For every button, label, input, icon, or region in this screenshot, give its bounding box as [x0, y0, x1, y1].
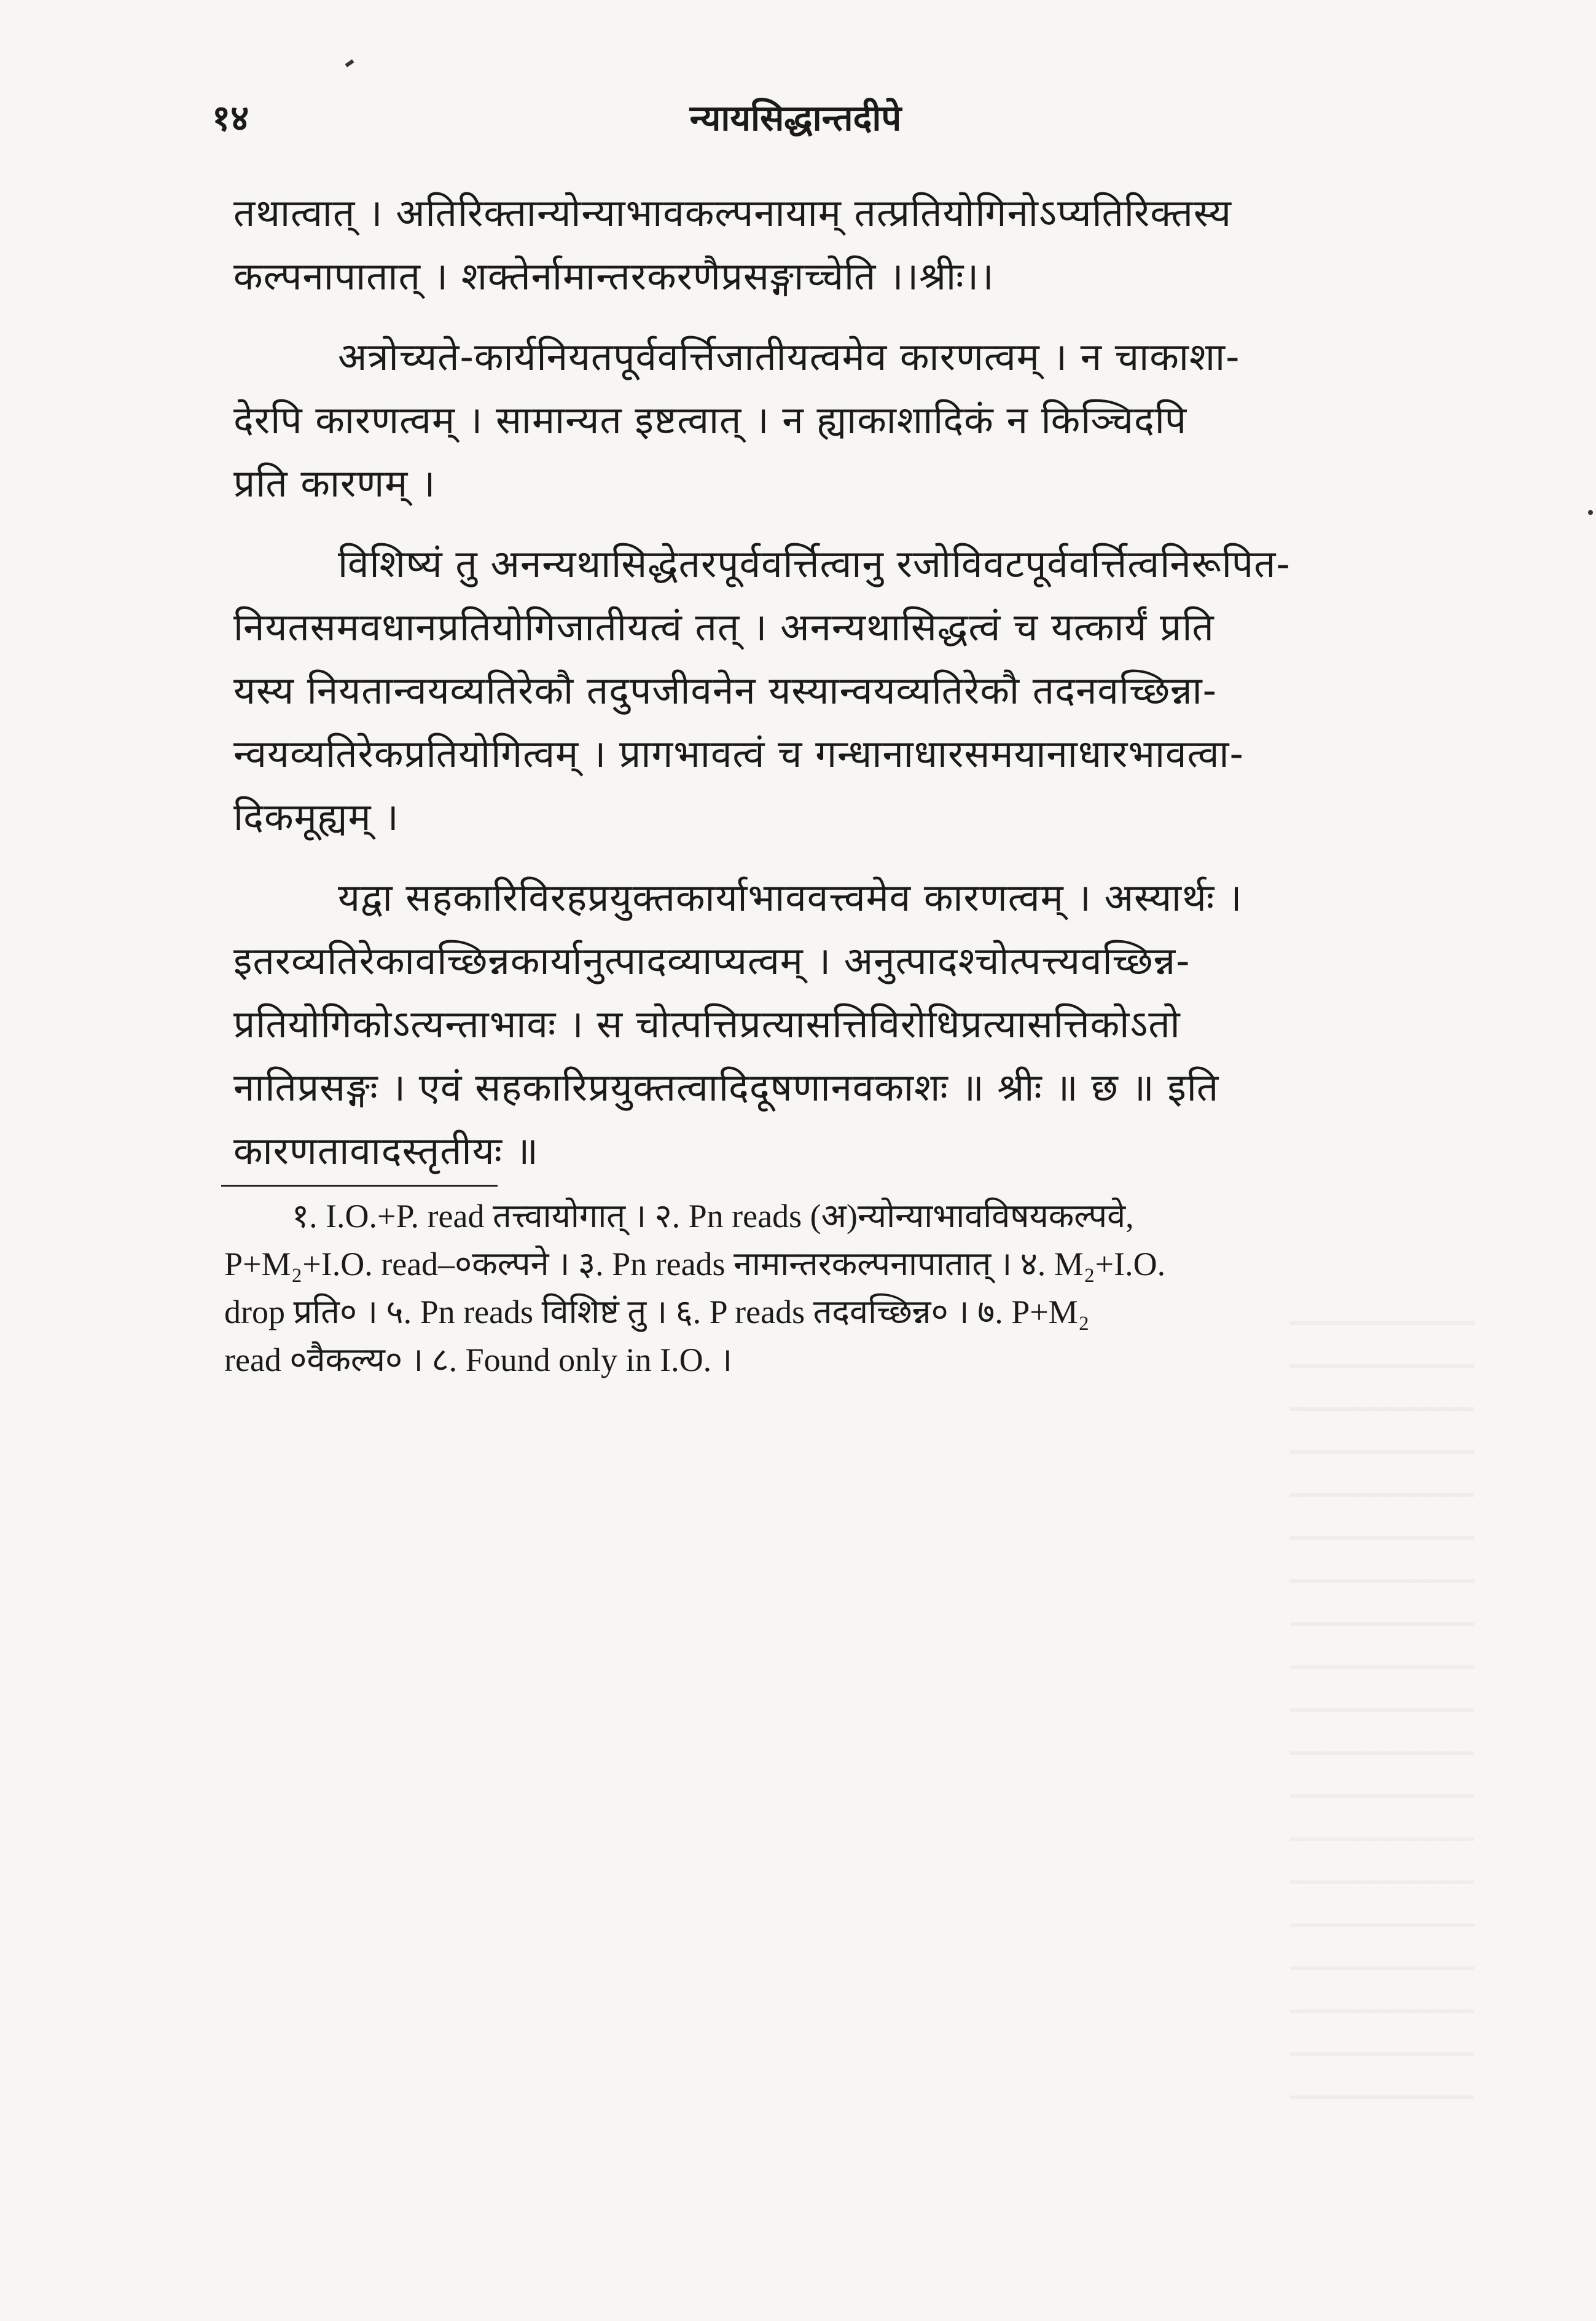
main-text — [233, 181, 1388, 1182]
text-line: न्वयव्यतिरेकप्रतियोगित्वम् । प्रागभावत्वं च गन्धानाधारसमयानाधारभावत्वा- — [233, 731, 1244, 776]
text-line: इतरव्यतिरेकावच्छिन्नकार्यानुत्पादव्याप्यत्वम् । अनुत्पादश्चोत्पत्त्यवच्छिन्न- — [233, 938, 1191, 983]
page-header — [212, 92, 1379, 141]
footnote-line: १. I.O.+P. read तत्त्वायोगात् । २. Pn reads (अ)न्योन्याभावविषयकल्पवे, — [292, 1198, 1134, 1235]
paragraph-start-line: अत्रोच्यते-कार्यनियतपूर्ववर्त्तिजातीयत्वमेव कारणत्वम् । न चाकाशा- — [338, 334, 1240, 379]
footnote-line: drop प्रति० । ५. Pn reads विशिष्टं तु । ६. P reads तदवच्छिन्न० । ७. P+M₂ — [224, 1294, 1090, 1330]
text-line: कारणतावादस्तृतीयः ॥ — [233, 1128, 539, 1173]
text-line: प्रति कारणम् । — [233, 461, 436, 506]
footnote-line: P+M₂+I.O. read–०कल्पने । ३. Pn reads नामान्तरकल्पनापातात् । ४. M₂+I.O. — [224, 1246, 1166, 1282]
text-line: यस्य नियतान्वयव्यतिरेकौ तदुपजीवनेन यस्यान्वयव्यतिरेकौ तदनवच्छिन्ना- — [233, 668, 1218, 713]
paragraph-start-line: विशिष्यं तु अनन्यथासिद्धेतरपूर्ववर्त्तित्वानु रजोविवटपूर्ववर्त्तित्वनिरूपित- — [338, 541, 1291, 586]
footnote-line: read ०वैकल्य० । ८. Found only in I.O. । — [224, 1341, 733, 1378]
show-through-bleed — [1290, 1321, 1474, 2120]
text-line: देरपि कारणत्वम् । सामान्यत इष्टत्वात् । न ह्याकाशादिकं न किञ्चिदपि — [233, 398, 1187, 442]
text-line: प्रतियोगिकोऽत्यन्ताभावः । स चोत्पत्तिप्रत्यासत्तिविरोधिप्रत्यासत्तिकोऽतो — [233, 1002, 1181, 1047]
paragraph-start-line: यद्वा सहकारिविरहप्रयुक्तकार्याभाववत्त्वमेव कारणत्वम् । अस्यार्थः । — [338, 875, 1243, 920]
footnotes — [224, 1192, 1391, 1384]
ink-speck — [345, 60, 354, 68]
page-number: १४ — [212, 97, 249, 139]
text-line: दिकमूह्यम् । — [233, 795, 399, 839]
text-line: तथात्वात् । अतिरिक्तान्योन्याभावकल्पनायाम् तत्प्रतियोगिनोऽप्यतिरिक्तस्य — [233, 190, 1232, 235]
edge-ink-speck — [1588, 510, 1593, 515]
text-line: कल्पनापातात् । शक्तेर्नामान्तरकरणैप्रसङ्गाच्चेति ।।श्रीः।। — [233, 254, 995, 299]
text-line: नातिप्रसङ्गः । एवं सहकारिप्रयुक्तत्वादिदूषणानवकाशः ॥ श्रीः ॥ छ ॥ इति — [233, 1065, 1219, 1110]
footnote-rule — [221, 1185, 498, 1187]
text-line: नियतसमवधानप्रतियोगिजातीयत्वं तत् । अनन्यथासिद्धत्वं च यत्कार्यं प्रति — [233, 605, 1215, 650]
running-title: न्यायसिद्धान्तदीपे — [689, 97, 902, 139]
